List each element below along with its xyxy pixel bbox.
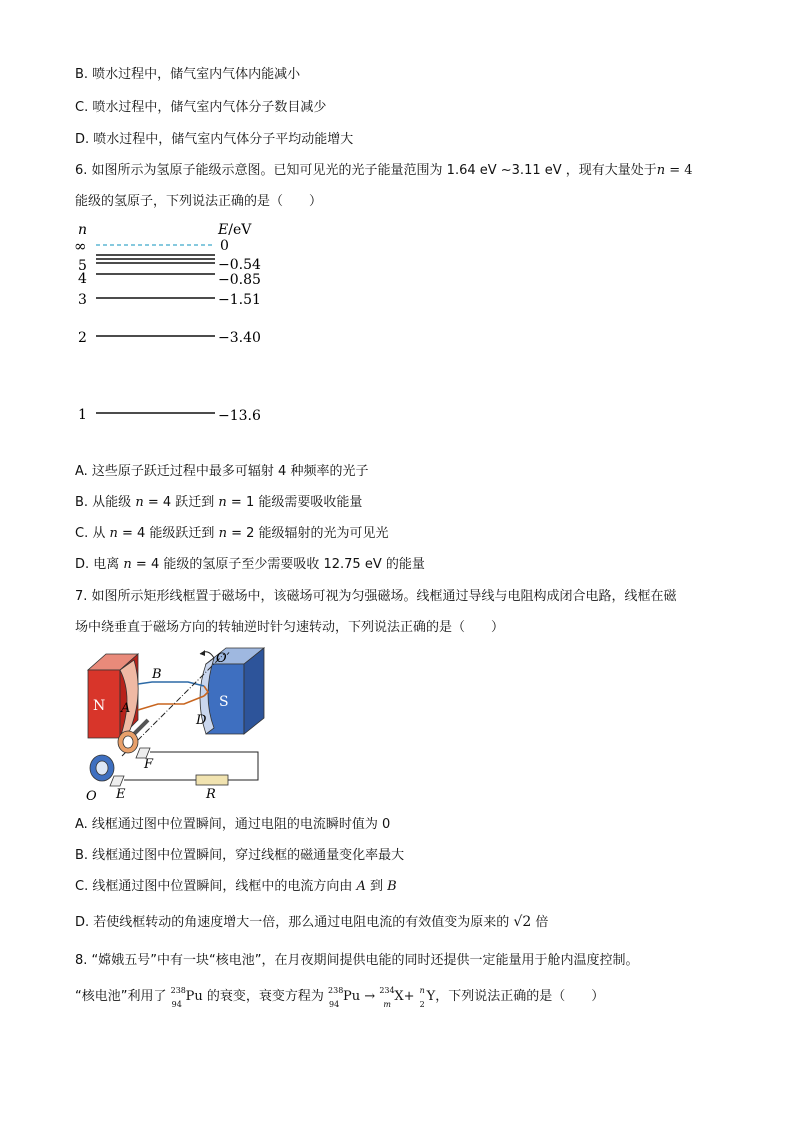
q6-option-b — [75, 494, 362, 512]
q8-stem-text1: “核电池”利用了 — [75, 989, 171, 1004]
q6-option-b-text1: B. 从能级 — [75, 495, 136, 510]
point-a: A — [356, 879, 366, 894]
level-inf-label: ∞ — [74, 237, 87, 255]
q6-option-c — [75, 525, 389, 543]
q7-option-c — [75, 878, 397, 896]
y-nuclide — [419, 986, 436, 1008]
q6-option-d-text2: = 4 能级的氢原子至少需要吸收 12.75 eV 的能量 — [131, 557, 425, 572]
level-4-energy: −0.85 — [218, 272, 261, 288]
energy-axis-label: E/eV — [218, 222, 252, 238]
slip-ring-e-inner — [96, 761, 108, 775]
q6-option-d-text1: D. 电离 — [75, 557, 124, 572]
point-b: B — [387, 879, 397, 894]
energy-unit: /eV — [228, 222, 252, 238]
label-a: A — [121, 701, 131, 716]
label-d: D — [196, 713, 207, 728]
q8-stem-line2 — [75, 986, 604, 1008]
q5-option-b: B. 喷水过程中，储气室内气体内能减小 — [75, 67, 301, 82]
level-3-energy: −1.51 — [218, 292, 261, 308]
coil-side-d — [138, 696, 204, 710]
sqrt-two: √2 — [513, 914, 532, 930]
q6-stem-line2: 能级的氢原子，下列说法正确的是（ ） — [75, 194, 323, 209]
pu-symbol: Pu — [343, 989, 361, 1004]
y-atomic-number: 2 — [419, 1000, 425, 1009]
energy-level-diagram — [70, 218, 290, 428]
q7-option-b: B. 线框通过图中位置瞬间，穿过线框的磁通量变化率最大 — [75, 848, 405, 863]
level-4-label: 4 — [78, 271, 87, 287]
level-2-label: 2 — [78, 330, 87, 346]
level-5-label: 5 — [78, 258, 87, 274]
q7-option-d-text2: 倍 — [531, 915, 549, 930]
s-pole-label: S — [219, 694, 229, 710]
label-e: E — [116, 787, 126, 802]
y-symbol: Y — [426, 989, 436, 1004]
n-pole-label: N — [93, 698, 106, 714]
label-o: O — [86, 789, 97, 802]
q6-option-c-text1: C. 从 — [75, 526, 110, 541]
x-atomic-number: m — [383, 1000, 391, 1009]
q6-stem-line1 — [75, 162, 693, 180]
x-nuclide — [379, 986, 403, 1008]
label-r: R — [206, 787, 216, 802]
q7-option-d-text1: D. 若使线框转动的角速度增大一倍，那么通过电阻电流的有效值变为原来的 — [75, 915, 514, 930]
level-1-label: 1 — [78, 407, 87, 423]
n-variable: n — [123, 557, 132, 572]
pu-mass-number: 238 — [328, 986, 344, 995]
n-variable: n — [656, 163, 666, 178]
q6-option-d — [75, 556, 425, 574]
brush-e — [110, 776, 124, 786]
level-1-energy: −13.6 — [218, 408, 261, 424]
q6-stem-text: 6. 如图所示为氢原子能级示意图。已知可见光的光子能量范围为 1.64 eV ~3.11 eV ，现有大量处于 — [75, 163, 657, 178]
q6-option-a: A. 这些原子跃迁过程中最多可辐射 4 种频率的光子 — [75, 464, 369, 479]
pu-symbol: Pu — [185, 989, 203, 1004]
label-o-prime: O′ — [216, 651, 230, 666]
pu-atomic-number: 94 — [171, 1000, 182, 1009]
q6-option-c-text2: = 4 能级跃迁到 — [117, 526, 219, 541]
q6-option-c-text3: = 2 能级辐射的光为可见光 — [226, 526, 389, 541]
q7-option-a: A. 线框通过图中位置瞬间，通过电阻的电流瞬时值为 0 — [75, 817, 391, 832]
q8-stem-line1: 8. “嫦娥五号”中有一块“核电池”，在月夜期间提供电能的同时还提供一定能量用于舱内温度控制。 — [75, 953, 639, 968]
level-5-energy: −0.54 — [218, 257, 261, 273]
pu-nuclide-eq — [328, 986, 360, 1008]
y-mass-number: n — [419, 986, 425, 995]
label-f: F — [144, 757, 154, 772]
pu-mass-number: 238 — [170, 986, 186, 995]
q7-option-c-text1: C. 线框通过图中位置瞬间，线框中的电流方向由 — [75, 879, 357, 894]
q7-option-d — [75, 913, 548, 932]
n-variable: n — [135, 495, 144, 510]
n-equals-4: = 4 — [665, 163, 693, 178]
q5-option-c: C. 喷水过程中，储气室内气体分子数目减少 — [75, 100, 327, 115]
label-b: B — [152, 667, 162, 682]
resistor — [196, 775, 228, 785]
level-3-label: 3 — [78, 292, 87, 308]
pu-nuclide — [171, 986, 203, 1008]
q7-stem-line1: 7. 如图所示矩形线框置于磁场中，该磁场可视为匀强磁场。线框通过导线与电阻构成闭合电路，线框在磁 — [75, 589, 677, 604]
level-inf-energy: 0 — [220, 238, 229, 254]
pu-atomic-number: 94 — [329, 1000, 340, 1009]
plus-sign: + — [403, 989, 415, 1004]
n-variable: n — [218, 526, 227, 541]
q8-stem-text3: ，下列说法正确的是（ ） — [435, 989, 605, 1004]
q5-option-d: D. 喷水过程中，储气室内气体分子平均动能增大 — [75, 132, 354, 147]
generator-figure — [78, 642, 278, 802]
q6-option-b-text2: = 4 跃迁到 — [143, 495, 219, 510]
n-axis-label: n — [78, 222, 88, 238]
slip-ring-f-inner — [123, 736, 133, 748]
n-variable: n — [218, 495, 227, 510]
q6-option-b-text3: = 1 能级需要吸收能量 — [226, 495, 363, 510]
x-symbol: X — [394, 989, 404, 1004]
q7-stem-line2: 场中绕垂直于磁场方向的转轴逆时针匀速转动，下列说法正确的是（ ） — [75, 620, 505, 635]
n-variable: n — [109, 526, 118, 541]
q8-stem-text2: 的衰变，衰变方程为 — [206, 989, 329, 1004]
q7-option-c-text2: 到 — [365, 879, 388, 894]
reaction-arrow: → — [364, 989, 376, 1004]
level-2-energy: −3.40 — [218, 330, 261, 346]
x-mass-number: 234 — [379, 986, 395, 995]
